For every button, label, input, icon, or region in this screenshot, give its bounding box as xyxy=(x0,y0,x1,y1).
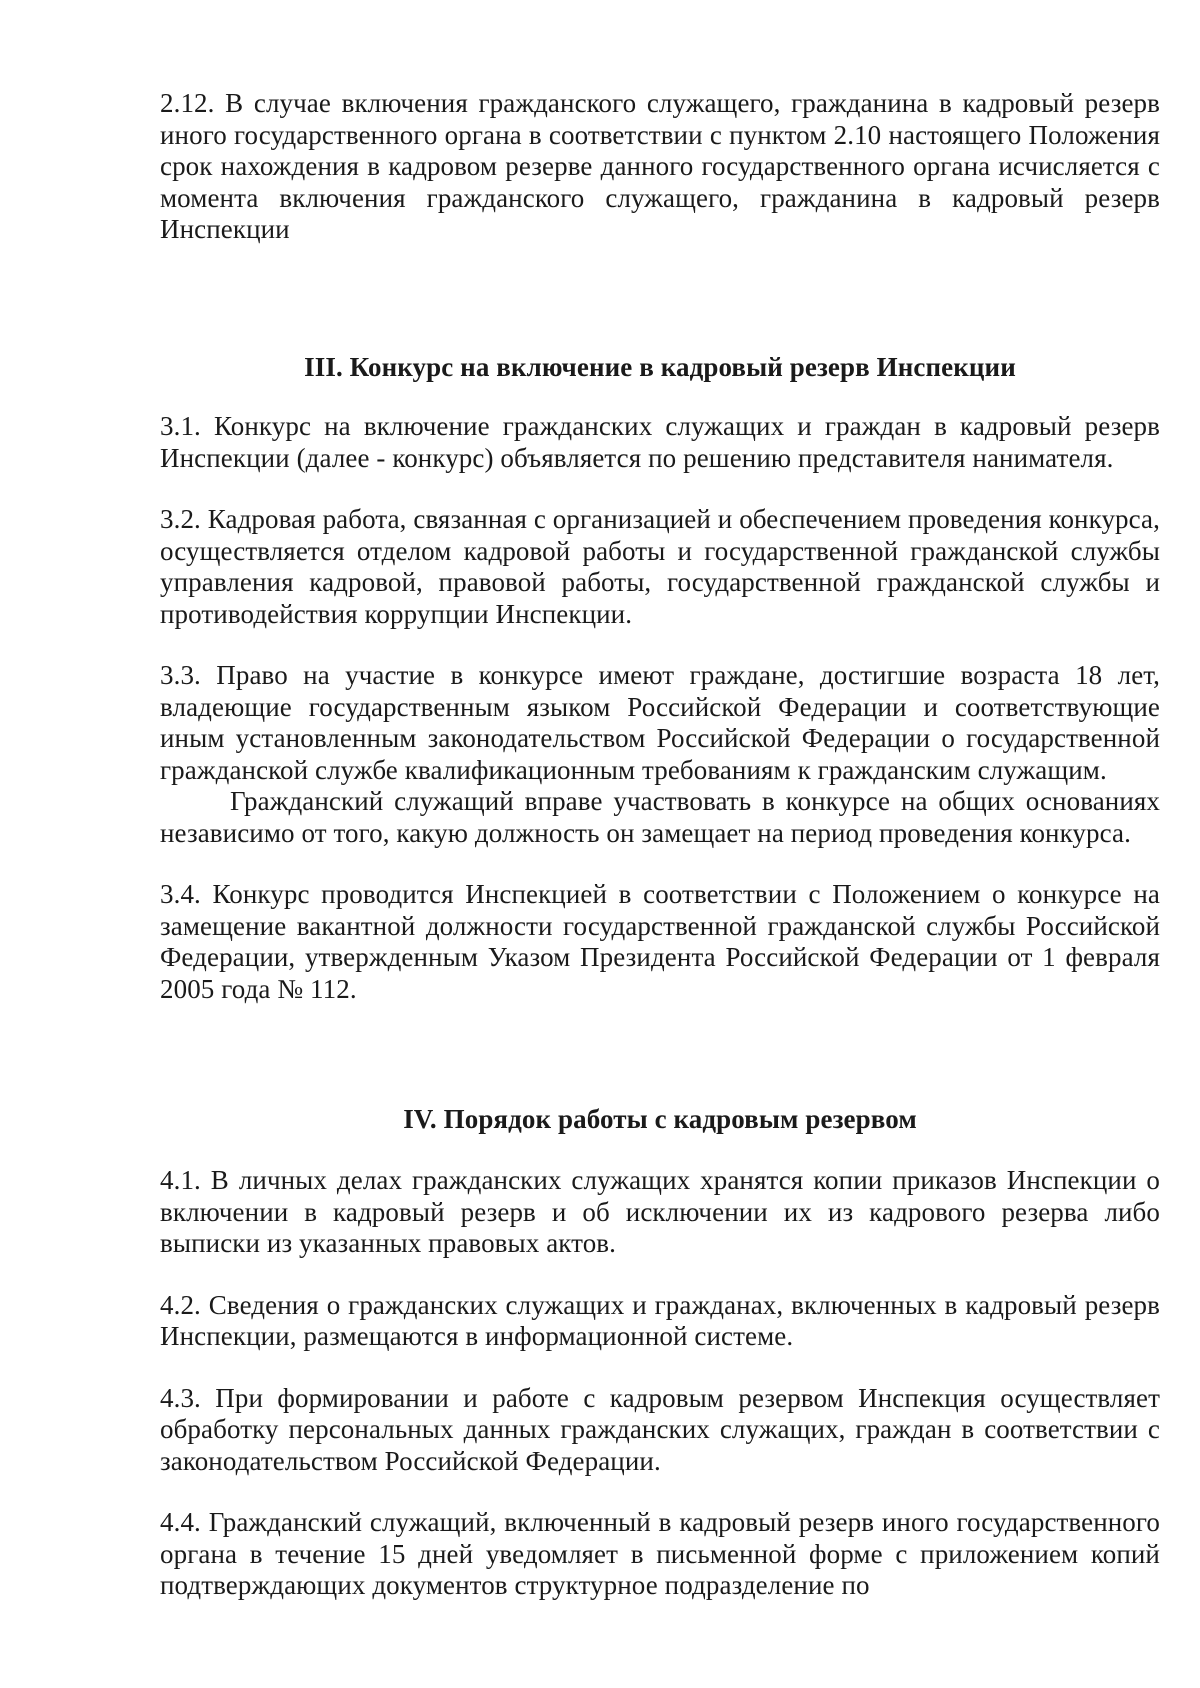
section-3-heading: III. Конкурс на включение в кадровый резерв Инспекции xyxy=(304,352,1016,382)
paragraph-3-4: 3.4. Конкурс проводится Инспекцией в соответствии с Положением о конкурсе на замещение вакантной должности государственной гражданской службы Российской Федерации, утвержденным Указом Президента Российской Федерации от 1 февраля 2005 года № 112. xyxy=(160,879,1160,1004)
paragraph-3-1: 3.1. Конкурс на включение гражданских служащих и граждан в кадровый резерв Инспекции (далее - конкурс) объявляется по решению представителя нанимателя. xyxy=(160,411,1160,473)
paragraph-2-12: 2.12. В случае включения гражданского служащего, гражданина в кадровый резерв иного государственного органа в соответствии с пунктом 2.10 настоящего Положения срок нахождения в кадровом резерве данного государственного органа исчисляется с момента включения гражданского служащего, гражданина в кадровый резерв Инспекции xyxy=(160,88,1160,244)
section-4 xyxy=(160,1165,1160,1602)
paragraph-3-3-continuation: Гражданский служащий вправе участвовать в конкурсе на общих основаниях независимо от того, какую должность он замещает на период проведения конкурса. xyxy=(160,786,1160,848)
section-4-heading: IV. Порядок работы с кадровым резервом xyxy=(403,1104,917,1134)
paragraph-4-4: 4.4. Гражданский служащий, включенный в кадровый резерв иного государственного органа в течение 15 дней уведомляет в письменной форме с приложением копий подтверждающих документов структурное подразделение по xyxy=(160,1507,1160,1600)
section-2-continuation xyxy=(160,88,1160,246)
paragraph-4-1: 4.1. В личных делах гражданских служащих хранятся копии приказов Инспекции о включении в кадровый резерв и об исключении их из кадрового резерва либо выписки из указанных правовых актов. xyxy=(160,1165,1160,1258)
paragraph-3-3: 3.3. Право на участие в конкурсе имеют граждане, достигшие возраста 18 лет, владеющие государственным языком Российской Федерации и соответствующие иным установленным законодательством Российской Федерации о государственной гражданской службе квалификационным требованиям к гражданским служащим. xyxy=(160,660,1160,785)
paragraph-4-3: 4.3. При формировании и работе с кадровым резервом Инспекция осуществляет обработку персональных данных гражданских служащих, граждан в соответствии с законодательством Российской Федерации. xyxy=(160,1382,1160,1476)
paragraph-3-2: 3.2. Кадровая работа, связанная с организацией и обеспечением проведения конкурса, осуществляется отделом кадровой работы и государственной гражданской службы управления кадровой, правовой работы, государственной гражданской службы и противодействия коррупции Инспекции. xyxy=(160,504,1160,629)
section-3 xyxy=(160,411,1160,1005)
paragraph-4-2: 4.2. Сведения о гражданских служащих и гражданах, включенных в кадровый резерв Инспекции, размещаются в информационной системе. xyxy=(160,1289,1160,1351)
